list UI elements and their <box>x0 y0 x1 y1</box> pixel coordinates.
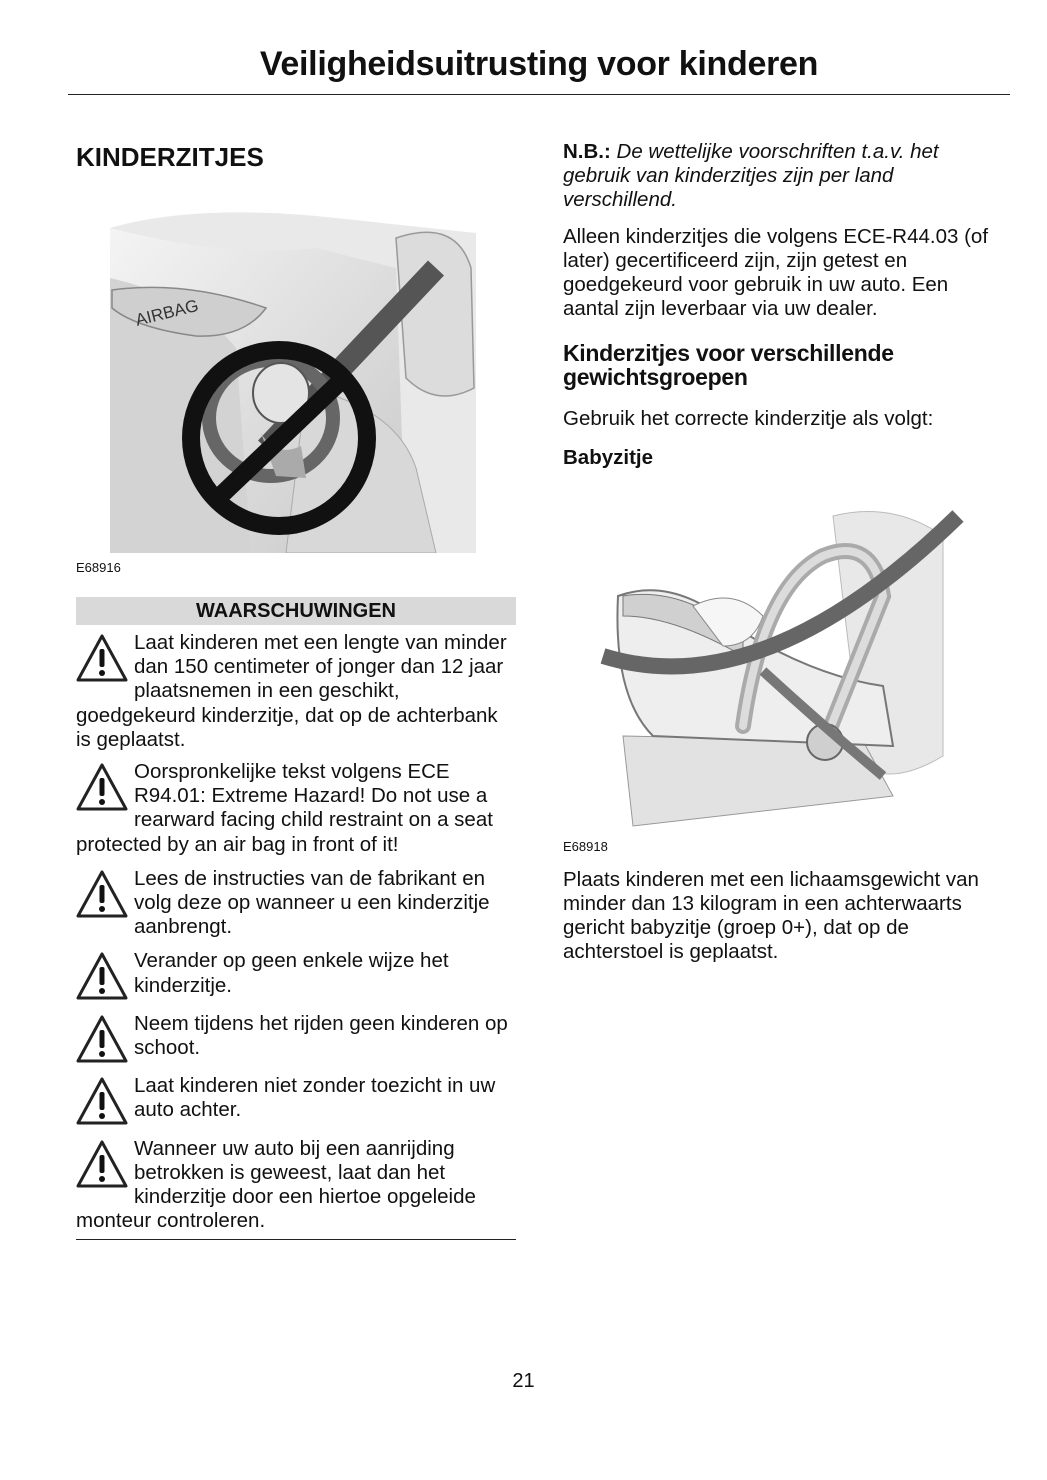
paragraph-certification: Alleen kinderzitjes die volgens ECE-R44.03 (of later) gecertificeerd zijn, zijn getest en goedgekeurd voor gebruik in uw auto. Een aantal zijn leverbaar via uw dealer. <box>563 224 989 321</box>
warning-text: Laat kinderen niet zonder toezicht in uw auto achter. <box>134 1074 496 1122</box>
right-column <box>563 140 1008 976</box>
paragraph-babyzitje: Plaats kinderen met een lichaamsgewicht van minder dan 13 kilogram in een achterwaarts gericht babyzitje (groep 0+), dat op de achterstoel is geplaatst. <box>563 867 979 964</box>
warning-triangle-icon <box>76 1076 128 1126</box>
warning-item <box>76 867 516 940</box>
baby-seat-illustration <box>563 496 983 836</box>
paragraph-usage: Gebruik het correcte kinderzitje als volgt: <box>563 407 934 431</box>
nb-text: De wettelijke voorschriften t.a.v. het gebruik van kinderzitjes zijn per land verschillend. <box>563 140 939 212</box>
page-header <box>68 38 1010 95</box>
warning-item <box>76 1012 516 1060</box>
page-title: Veiligheidsuitrusting voor kinderen <box>259 45 819 83</box>
section-title: KINDERZITJES <box>76 142 264 172</box>
warning-triangle-icon <box>76 633 128 683</box>
airbag-label: AIRBAG <box>133 295 201 330</box>
warning-text: Oorspronkelijke tekst volgens ECE R94.01: Extreme Hazard! Do not use a rearward facing child restraint on a seat protected by an air bag in front of it! <box>76 760 493 856</box>
warning-text: Neem tijdens het rijden geen kinderen op schoot. <box>134 1011 508 1060</box>
warning-item <box>76 1137 516 1234</box>
nb-label: N.B.: <box>563 140 611 163</box>
figure-code: E68916 <box>76 560 121 575</box>
figure-baby-seat <box>563 496 1008 854</box>
nb-note <box>563 140 1008 213</box>
page-number: 21 <box>512 1370 535 1392</box>
warning-triangle-icon <box>76 1014 128 1064</box>
airbag-child-seat-illustration <box>76 208 516 553</box>
warning-triangle-icon <box>76 869 128 919</box>
warning-text: Wanneer uw auto bij een aanrijding betrokken is geweest, laat dan het kinderzitje door een hiertoe opgeleide monteur controleren. <box>76 1136 476 1233</box>
warning-item <box>76 949 516 997</box>
figure-airbag-warning <box>76 208 516 575</box>
babyzitje-heading: Babyzitje <box>563 445 653 469</box>
warning-triangle-icon <box>76 1139 128 1189</box>
left-column <box>76 140 516 1240</box>
warning-text: Verander op geen enkele wijze het kinderzitje. <box>134 949 449 997</box>
warnings-list <box>76 631 516 1240</box>
warning-item <box>76 631 516 752</box>
warning-triangle-icon <box>76 951 128 1001</box>
warnings-header: WAARSCHUWINGEN <box>76 597 516 625</box>
warning-item <box>76 1074 516 1122</box>
warning-triangle-icon <box>76 762 128 812</box>
warning-text: Lees de instructies van de fabrikant en volg deze op wanneer u een kinderzitje aanbrengt. <box>134 866 490 939</box>
warning-item <box>76 760 516 857</box>
figure-code: E68918 <box>563 838 608 854</box>
warning-text: Laat kinderen met een lengte van minder dan 150 centimeter of jonger dan 12 jaar plaatsnemen in een geschikt, goedgekeurd kinderzitje, dat op de achterbank is geplaatst. <box>76 631 507 751</box>
subheading-weight-groups: Kinderzitjes voor verschillende gewichtsgroepen <box>563 340 894 391</box>
